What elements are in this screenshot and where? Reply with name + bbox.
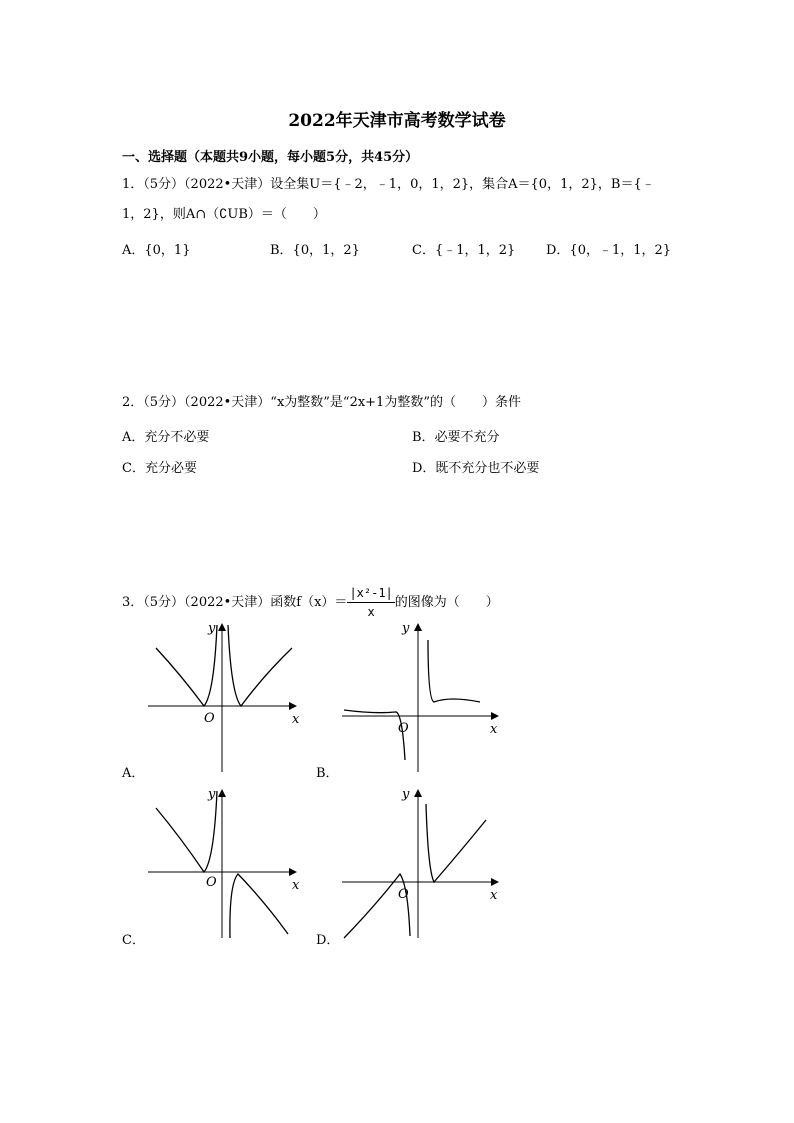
graph-d[interactable] bbox=[340, 786, 510, 941]
q3-option-d[interactable]: D． bbox=[316, 933, 340, 948]
graph-a[interactable] bbox=[146, 620, 316, 775]
q1-stem-line2: 1，2}，则A∩（∁UB）＝（ ） bbox=[122, 207, 326, 222]
curve-right bbox=[428, 640, 480, 702]
q2-stem: 2．（5分）（2022•天津）“x为整数”是“2x+1为整数”的（ ）条件 bbox=[122, 395, 521, 410]
y-axis-label: y bbox=[402, 787, 410, 802]
q3-stem-suffix: 的图像为（ ） bbox=[394, 595, 499, 610]
origin-label: O bbox=[206, 875, 217, 890]
graph-b[interactable] bbox=[340, 620, 510, 775]
x-axis-label: x bbox=[490, 888, 498, 903]
q1-option-c[interactable]: C．{﹣1，1，2} bbox=[412, 243, 516, 258]
y-axis-label: y bbox=[402, 621, 410, 636]
page-title: 2022年天津市高考数学试卷 bbox=[288, 111, 506, 131]
curve-left bbox=[344, 710, 405, 760]
x-axis-label: x bbox=[292, 712, 300, 727]
x-axis-label: x bbox=[490, 722, 498, 737]
q3-fraction-denominator: x bbox=[367, 605, 375, 619]
y-axis-label: y bbox=[208, 621, 216, 636]
q2-option-d[interactable]: D．既不充分也不必要 bbox=[412, 461, 540, 476]
q3-option-a[interactable]: A． bbox=[122, 766, 145, 781]
q2-option-c[interactable]: C．充分必要 bbox=[122, 461, 197, 476]
q1-option-a[interactable]: A．{0，1} bbox=[122, 243, 191, 258]
curve-left bbox=[156, 791, 217, 872]
curve-right bbox=[230, 874, 288, 938]
curve-left bbox=[156, 625, 217, 706]
q1-option-d[interactable]: D．{0，﹣1，1，2} bbox=[546, 243, 672, 258]
y-axis-label: y bbox=[208, 787, 216, 802]
origin-label: O bbox=[204, 711, 215, 726]
q3-option-b[interactable]: B． bbox=[316, 766, 339, 781]
q3-stem-prefix: 3．（5分）（2022•天津）函数f（x）＝ bbox=[122, 595, 348, 610]
q1-stem-line1: 1．（5分）（2022•天津）设全集U＝{﹣2，﹣1，0，1，2}，集合A＝{0，1，2}，B＝{﹣ bbox=[122, 177, 655, 192]
curve-right bbox=[228, 625, 292, 706]
q3-option-c[interactable]: C． bbox=[122, 933, 145, 948]
curve-right bbox=[426, 804, 486, 882]
q1-option-b[interactable]: B．{0，1，2} bbox=[270, 243, 360, 258]
origin-label: O bbox=[398, 721, 409, 736]
q3-fraction bbox=[347, 584, 394, 621]
x-axis-label: x bbox=[292, 878, 300, 893]
curve-left bbox=[344, 874, 410, 938]
q3-stem bbox=[122, 584, 499, 621]
section-heading: 一、选择题（本题共9小题，每小题5分，共45分） bbox=[122, 150, 419, 165]
graph-c[interactable] bbox=[146, 786, 316, 941]
origin-label: O bbox=[398, 887, 409, 902]
q3-fraction-numerator: |x²-1| bbox=[347, 584, 394, 603]
q2-option-b[interactable]: B．必要不充分 bbox=[412, 430, 500, 445]
q2-option-a[interactable]: A．充分不必要 bbox=[122, 430, 210, 445]
